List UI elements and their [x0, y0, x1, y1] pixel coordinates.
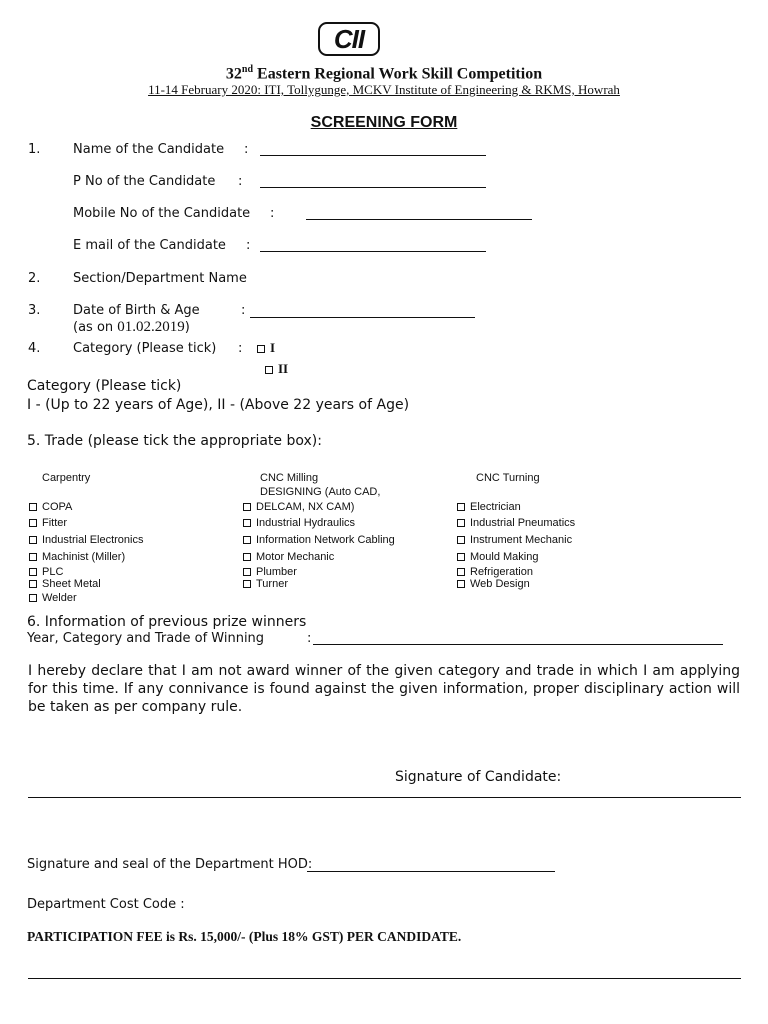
- checkbox-icon: [243, 519, 251, 527]
- trade-option[interactable]: [29, 534, 144, 546]
- trade-option-label: DELCAM, NX CAM): [256, 501, 355, 513]
- trade-option[interactable]: [29, 551, 125, 563]
- title-ordinal: 32: [225, 65, 242, 83]
- mobile-field[interactable]: [306, 219, 532, 220]
- trade-option[interactable]: [243, 566, 297, 578]
- dob-note-prefix: (as on: [73, 320, 118, 335]
- dob-colon: :: [241, 303, 246, 318]
- trade-option-label: Mould Making: [470, 551, 539, 563]
- name-colon: :: [244, 142, 249, 157]
- checkbox-icon: [457, 536, 465, 544]
- category-option-1[interactable]: [257, 340, 275, 356]
- trade-option-label: Welder: [42, 592, 77, 604]
- trade-option-label: Machinist (Miller): [42, 551, 126, 563]
- trade-option[interactable]: [457, 578, 530, 590]
- name-label: Name of the Candidate: [73, 142, 225, 157]
- checkbox-icon: [29, 503, 37, 511]
- trade-option-label: Electrician: [470, 501, 521, 513]
- hod-signature-field[interactable]: [307, 871, 555, 872]
- dob-note-date: 01.02.2019: [117, 319, 185, 335]
- category-note-detail: I - (Up to 22 years of Age), II - (Above 22 years of Age): [27, 397, 410, 413]
- title-ordinal-suffix: nd: [241, 64, 254, 75]
- name-field[interactable]: [260, 155, 486, 156]
- previous-winners-heading: 6. Information of previous prize winners: [27, 614, 307, 630]
- trade-option[interactable]: [29, 578, 101, 590]
- trade-cnc-turning: CNC Turning: [476, 472, 540, 484]
- trade-option-label: Industrial Hydraulics: [256, 517, 356, 529]
- checkbox-icon: [29, 594, 37, 602]
- category-colon: :: [238, 341, 243, 356]
- trade-option-label: Fitter: [42, 517, 68, 529]
- bottom-divider: [28, 978, 741, 979]
- trade-option-label: Turner: [256, 578, 288, 590]
- category-note-heading: Category (Please tick): [27, 378, 182, 394]
- trade-heading: 5. Trade (please tick the appropriate box):: [27, 433, 322, 449]
- category-label: Category (Please tick): [73, 341, 217, 356]
- dob-note-suffix: ): [184, 320, 190, 335]
- trade-option-label: COPA: [42, 501, 73, 513]
- competition-subtitle: 11-14 February 2020: ITI, Tollygunge, MCKV Institute of Engineering & RKMS, Howrah: [148, 82, 620, 97]
- trade-option[interactable]: [457, 517, 575, 529]
- item-number-1: 1.: [28, 142, 41, 157]
- trade-carpentry: Carpentry: [42, 472, 91, 484]
- declaration-text: I hereby declare that I am not award winner of the given category and trade in which I am applying for this time. If any connivance is found against the given information, proper disciplinary action will be taken as per company rule.: [28, 663, 740, 715]
- logo-text: CII: [333, 24, 365, 54]
- trade-option-label: Industrial Pneumatics: [470, 517, 576, 529]
- pno-colon: :: [238, 174, 243, 189]
- trade-option[interactable]: [243, 534, 395, 546]
- trade-option[interactable]: [457, 551, 538, 563]
- email-colon: :: [246, 238, 251, 253]
- checkbox-icon: [265, 366, 273, 374]
- cost-code-label: Department Cost Code :: [27, 897, 185, 912]
- checkbox-icon: [457, 519, 465, 527]
- checkbox-icon: [29, 580, 37, 588]
- checkbox-icon: [457, 568, 465, 576]
- email-label: E mail of the Candidate: [73, 238, 226, 253]
- dob-field[interactable]: [250, 317, 475, 318]
- competition-title: [0, 64, 768, 83]
- checkbox-icon: [243, 553, 251, 561]
- dob-label: Date of Birth & Age: [73, 303, 200, 318]
- trade-option-label: Web Design: [470, 578, 530, 590]
- checkbox-icon: [257, 345, 265, 353]
- trade-option[interactable]: [243, 578, 288, 590]
- checkbox-icon: [243, 580, 251, 588]
- trade-option-label: Refrigeration: [470, 566, 533, 578]
- item-number-4: 4.: [28, 341, 41, 356]
- category-option-1-label: I: [270, 340, 276, 355]
- candidate-signature-label: Signature of Candidate:: [395, 769, 562, 785]
- trade-option[interactable]: [29, 517, 67, 529]
- hod-signature-label: Signature and seal of the Department HOD:: [27, 857, 313, 872]
- trade-option-label: Information Network Cabling: [256, 534, 395, 546]
- trade-cnc-milling: CNC Milling: [260, 472, 319, 484]
- item-number-2: 2.: [28, 271, 41, 286]
- checkbox-icon: [457, 580, 465, 588]
- mobile-colon: :: [270, 206, 275, 221]
- trade-option-label: Sheet Metal: [42, 578, 101, 590]
- email-field[interactable]: [260, 251, 486, 252]
- trade-option-label: Instrument Mechanic: [470, 534, 573, 546]
- trade-designing: DESIGNING (Auto CAD,: [260, 486, 381, 498]
- checkbox-icon: [29, 519, 37, 527]
- trade-option-label: PLC: [42, 566, 64, 578]
- dob-note: [73, 319, 190, 336]
- pno-label: P No of the Candidate: [73, 174, 216, 189]
- item-number-3: 3.: [28, 303, 41, 318]
- candidate-signature-line[interactable]: [28, 797, 741, 798]
- cii-logo: [318, 22, 380, 56]
- trade-option[interactable]: [457, 566, 533, 578]
- trade-option-label: Plumber: [256, 566, 297, 578]
- trade-option[interactable]: [29, 592, 77, 604]
- trade-option[interactable]: [457, 534, 572, 546]
- mobile-label: Mobile No of the Candidate: [73, 206, 251, 221]
- category-option-2[interactable]: [265, 361, 288, 377]
- trade-option-label: Motor Mechanic: [256, 551, 335, 563]
- trade-option[interactable]: [243, 501, 354, 513]
- checkbox-icon: [243, 568, 251, 576]
- checkbox-icon: [243, 536, 251, 544]
- checkbox-icon: [243, 503, 251, 511]
- trade-option[interactable]: [457, 501, 521, 513]
- checkbox-icon: [457, 503, 465, 511]
- checkbox-icon: [29, 553, 37, 561]
- trade-option[interactable]: [243, 517, 355, 529]
- participation-fee: PARTICIPATION FEE is Rs. 15,000/- (Plus 18% GST) PER CANDIDATE.: [27, 929, 462, 944]
- form-title: SCREENING FORM: [310, 114, 458, 131]
- checkbox-icon: [457, 553, 465, 561]
- trade-option[interactable]: [29, 501, 72, 513]
- trade-option[interactable]: [29, 566, 63, 578]
- checkbox-icon: [29, 536, 37, 544]
- trade-option[interactable]: [243, 551, 334, 563]
- pno-field[interactable]: [260, 187, 486, 188]
- previous-winners-field[interactable]: [313, 644, 723, 645]
- title-text: Eastern Regional Work Skill Competition: [253, 65, 543, 83]
- category-option-2-label: II: [278, 361, 289, 376]
- checkbox-icon: [29, 568, 37, 576]
- trade-option-label: Industrial Electronics: [42, 534, 144, 546]
- previous-winners-colon: :: [307, 631, 312, 646]
- section-label: Section/Department Name: [73, 271, 247, 286]
- previous-winners-label: Year, Category and Trade of Winning: [27, 631, 265, 646]
